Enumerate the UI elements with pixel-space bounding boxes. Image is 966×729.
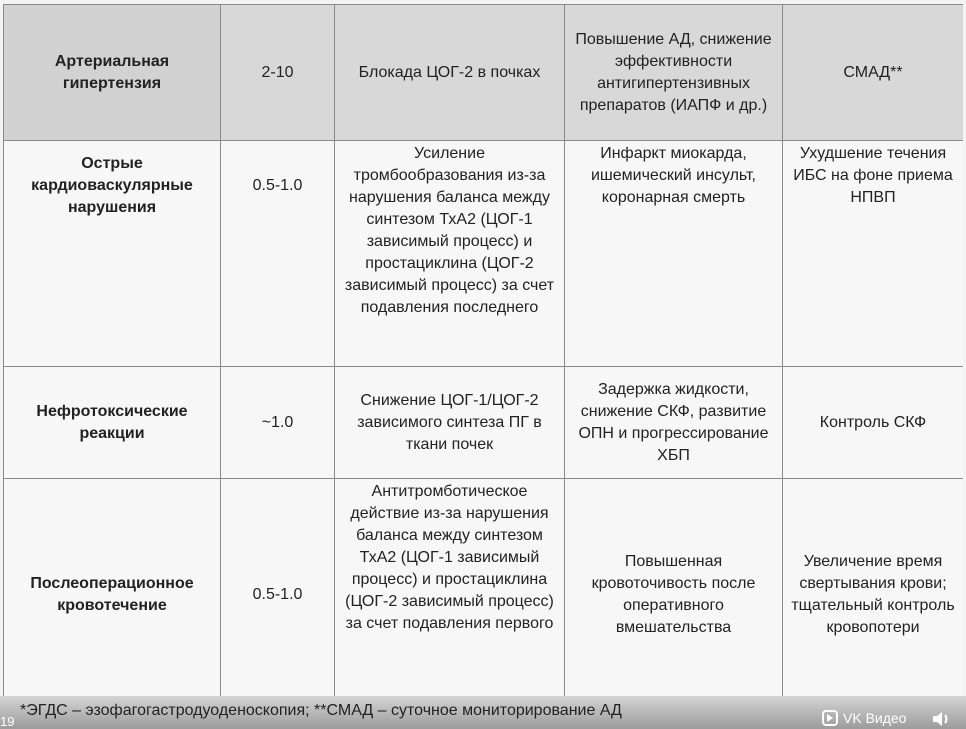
table-row <box>4 479 964 697</box>
footnote: *ЭГДС – эзофагогастродуоденоскопия; **СМАД – суточное мониторирование АД <box>20 702 622 719</box>
risk-cell: 0.5-1.0 <box>221 479 335 697</box>
table-row <box>4 5 964 141</box>
effects-cell: Задержка жидкости, снижение СКФ, развитие ОПН и прогрессирование ХБП <box>565 367 783 479</box>
vk-video-logo-label: VK Видео <box>843 710 907 726</box>
vk-video-logo[interactable] <box>822 710 906 726</box>
condition-cell: Артериальная гипертензия <box>4 5 221 141</box>
condition-cell: Нефротоксические реакции <box>4 367 221 479</box>
risk-cell: 2-10 <box>221 5 335 141</box>
video-player-bar <box>0 696 966 729</box>
nsaid-risk-table <box>3 4 963 696</box>
risk-cell: 0.5-1.0 <box>221 141 335 367</box>
mechanism-cell: Снижение ЦОГ-1/ЦОГ-2 зависимого синтеза ПГ в ткани почек <box>335 367 565 479</box>
table-row <box>4 141 964 367</box>
slide-frame <box>3 4 963 696</box>
slide-number: 19 <box>0 714 15 729</box>
mechanism-cell: Антитромботическое действие из-за нарушения баланса между синтезом ТхА2 (ЦОГ-1 зависимый процесс) и простациклина (ЦОГ-2 зависимый процесс) за счет подавления первого <box>335 479 565 697</box>
volume-icon[interactable] <box>932 710 954 728</box>
table-row <box>4 367 964 479</box>
monitoring-cell: СМАД** <box>783 5 964 141</box>
effects-cell: Повышение АД, снижение эффективности антигипертензивных препаратов (ИАПФ и др.) <box>565 5 783 141</box>
monitoring-cell: Ухудшение течения ИБС на фоне приема НПВП <box>783 141 964 367</box>
effects-cell: Повышенная кровоточивость после оперативного вмешательства <box>565 479 783 697</box>
mechanism-cell: Блокада ЦОГ-2 в почках <box>335 5 565 141</box>
effects-cell: Инфаркт миокарда, ишемический инсульт, коронарная смерть <box>565 141 783 367</box>
condition-cell: Послеоперационное кровотечение <box>4 479 221 697</box>
monitoring-cell: Контроль СКФ <box>783 367 964 479</box>
vk-video-logo-icon <box>822 710 838 726</box>
condition-cell: Острые кардиоваскулярные нарушения <box>4 141 221 367</box>
risk-cell: ~1.0 <box>221 367 335 479</box>
mechanism-cell: Усиление тромбообразования из-за нарушения баланса между синтезом ТхА2 (ЦОГ-1 зависимый процесс) и простациклина (ЦОГ-2 зависимый процесс) за счет подавления последнего <box>335 141 565 367</box>
monitoring-cell: Увеличение время свертывания крови; тщательный контроль кровопотери <box>783 479 964 697</box>
